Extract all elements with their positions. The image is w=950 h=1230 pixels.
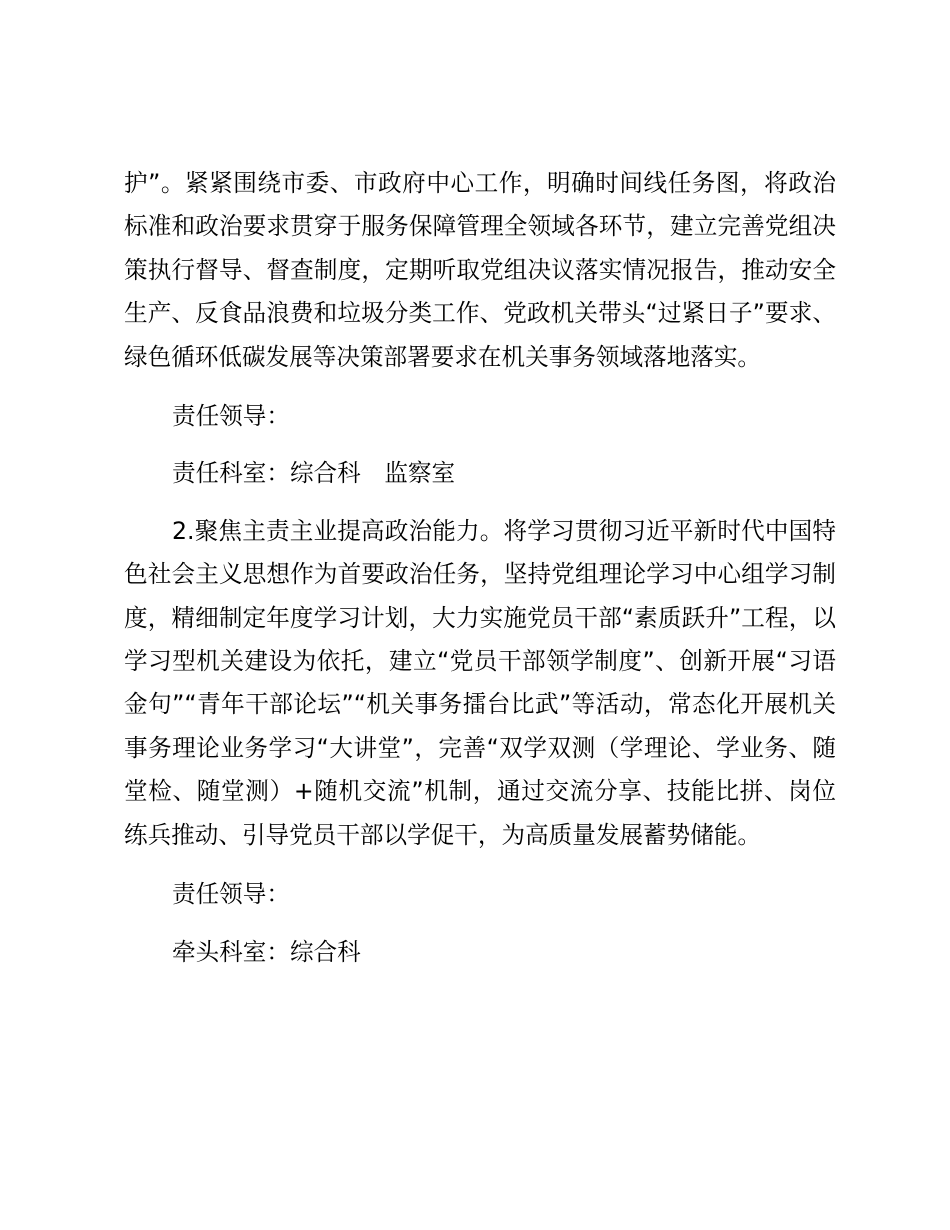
document-body [124, 162, 836, 974]
paragraph-responsible-leader-2: 责任领导： [172, 880, 290, 909]
paragraph-work-arrangement: 护”。紧紧围绕市委、市政府中心工作，明确时间线任务图，将政治标准和政治要求贯穿于服务保障管理全领域各环节，建立完善党组决策执行督导、督查制度，定期听取党组决议落实情况报告，推动安全生产、反食品浪费和垃圾分类工作、党政机关带头“过紧日子”要求、绿色循环低碳发展等决策部署要求在机关事务领域落地落实。 [124, 169, 836, 371]
paragraph-responsible-office: 责任科室：综合科 监察室 [172, 459, 456, 488]
paragraph-item-2-political-ability: 2.聚焦主责主业提高政治能力。将学习贯彻习近平新时代中国特色社会主义思想作为首要政治任务，坚持党组理论学习中心组学习制度，精细制定年度学习计划，大力实施党员干部“素质跃升”工程，以学习型机关建设为依托，建立“党员干部领学制度”、创新开展“习语金句”“青年干部论坛”“机关事务擂台比武”等活动，常态化开展机关事务理论业务学习“大讲堂”，完善“双学双测（学理论、学业务、随堂检、随堂测）+随机交流”机制，通过交流分享、技能比拼、岗位练兵推动、引导党员干部以学促干，为高质量发展蓄势储能。 [124, 516, 836, 849]
paragraph-responsible-leader: 责任领导： [172, 402, 290, 431]
paragraph-lead-office: 牵头科室：综合科 [172, 937, 361, 966]
